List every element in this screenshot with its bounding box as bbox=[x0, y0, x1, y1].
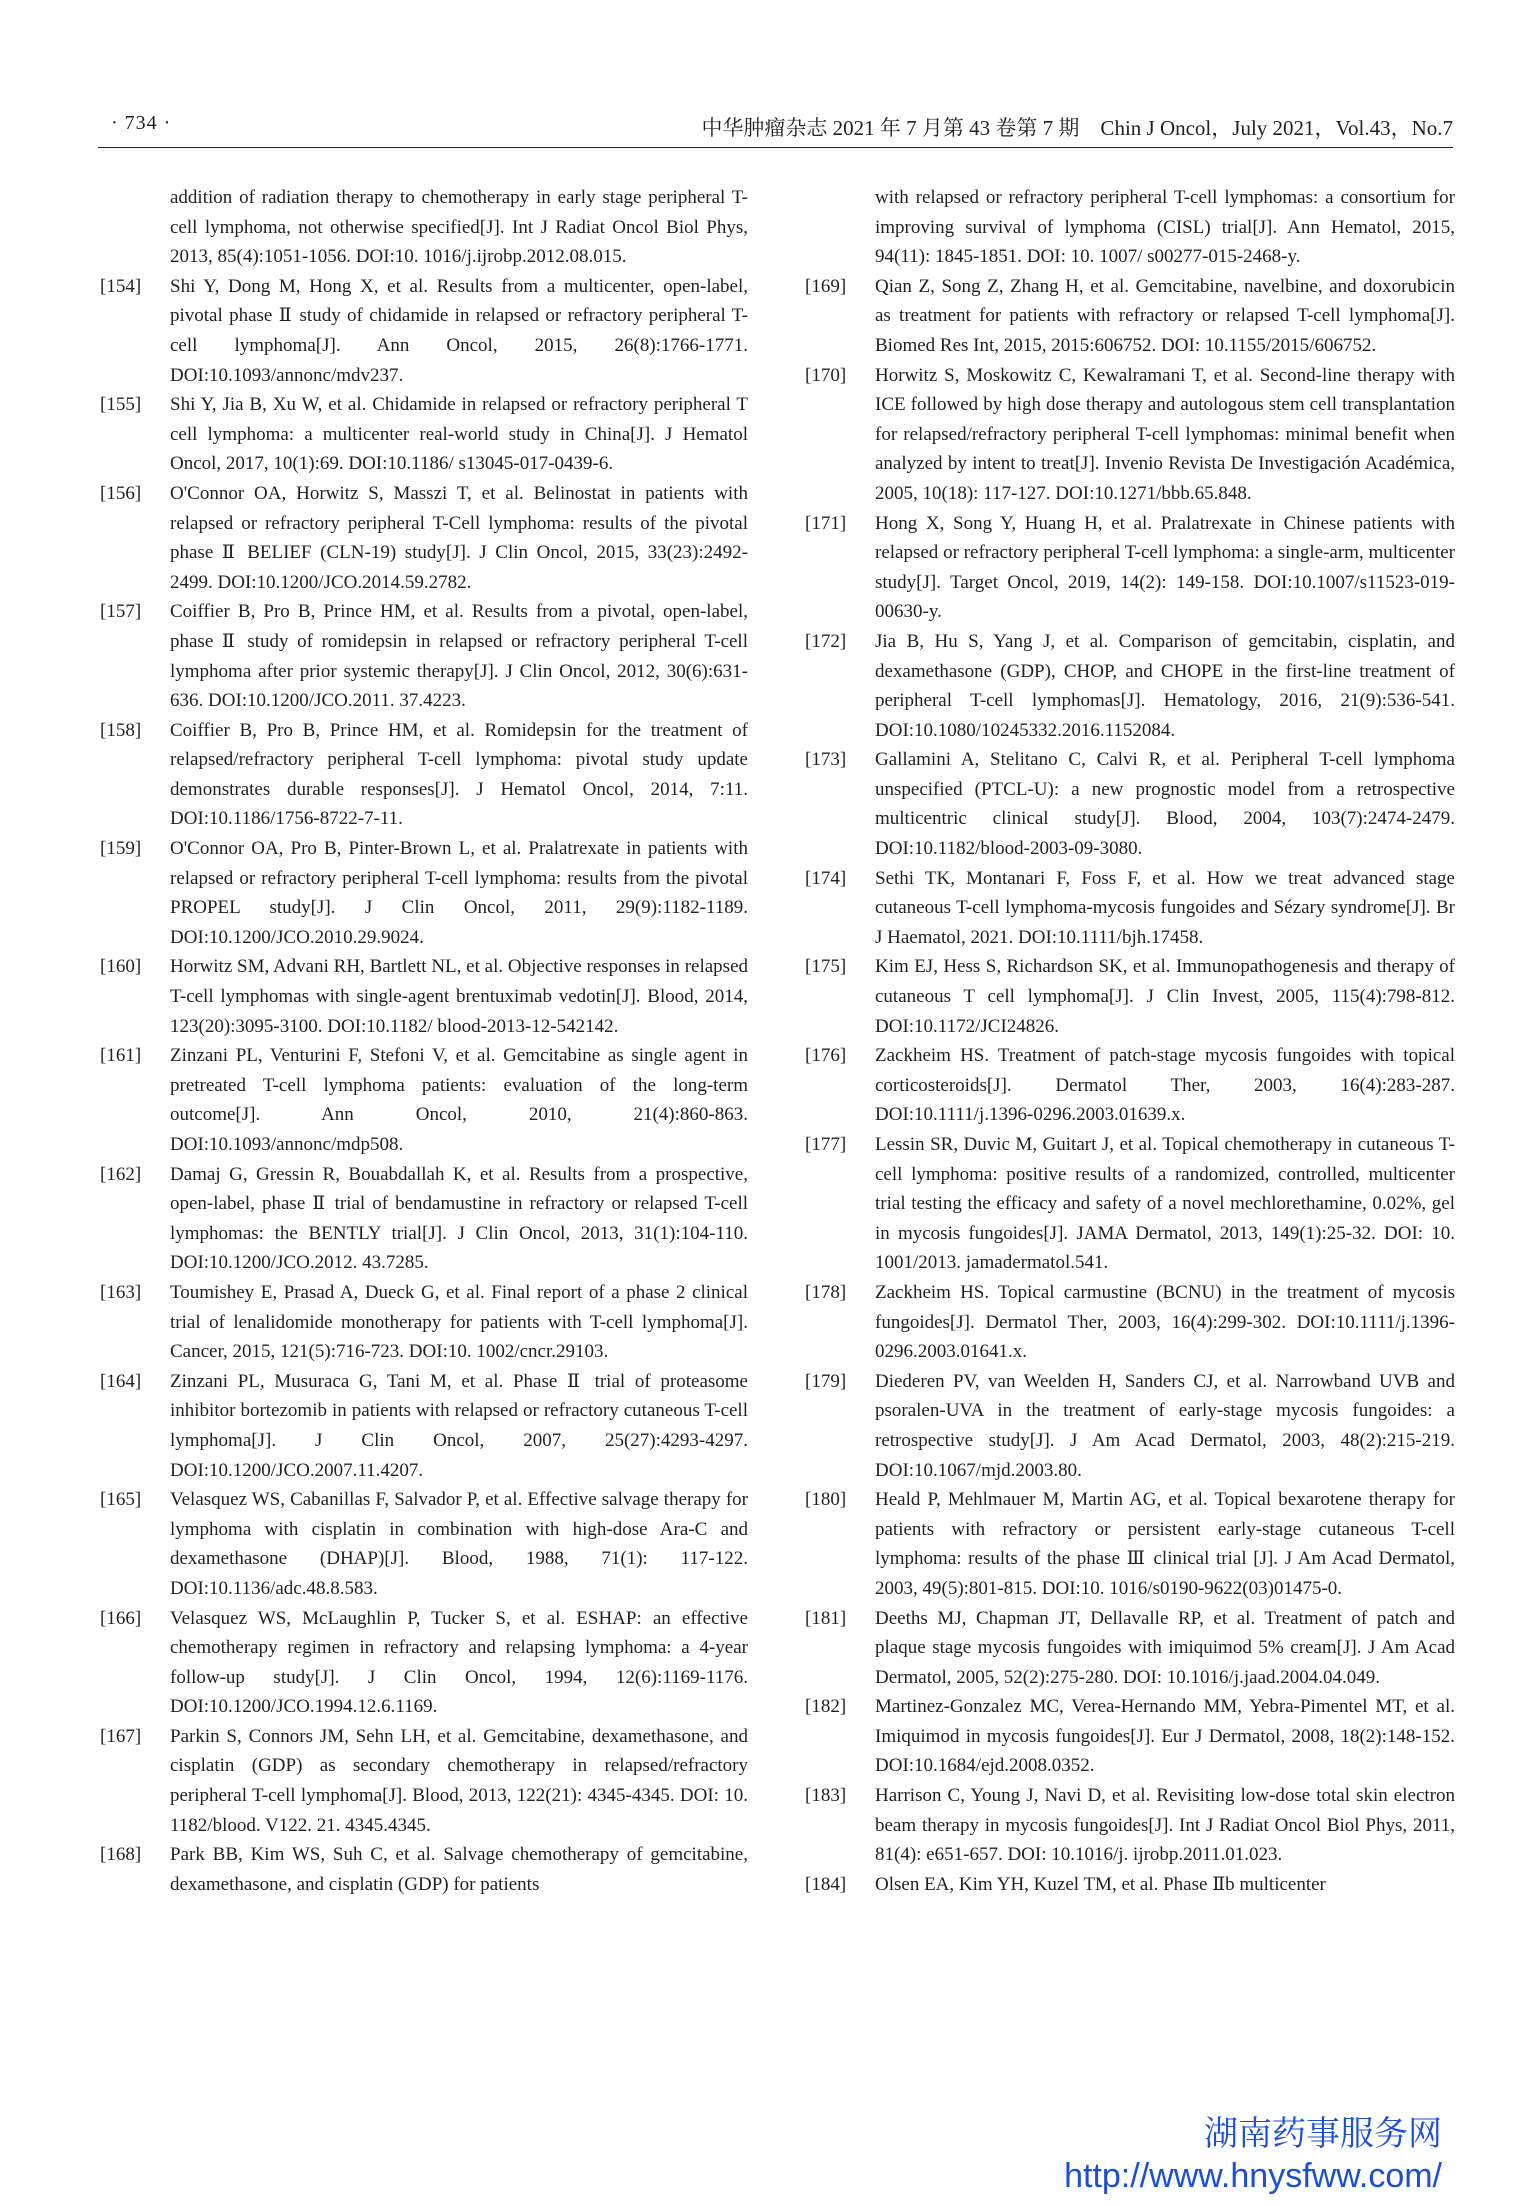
reference-number: [154] bbox=[100, 275, 142, 297]
right-column bbox=[805, 183, 1455, 1899]
reference-item bbox=[100, 1722, 748, 1840]
reference-number: [179] bbox=[805, 1370, 847, 1392]
reference-text: with relapsed or refractory peripheral T-cell lymphomas: a consortium for improving survival of lymphoma (CISL) trial[J]. Ann Hematol, 2015, 94(11): 1845-1851. DOI: 10. 1007/ s00277-015-2468-y. bbox=[875, 187, 1455, 268]
reference-text: Zackheim HS. Treatment of patch-stage mycosis fungoides with topical corticosteroids[J]. Dermatol Ther, 2003, 16(4):283-287. DOI:10.1111/j.1396-0296.2003.01639.x. bbox=[875, 1045, 1455, 1126]
reference-number: [166] bbox=[100, 1607, 142, 1629]
reference-number: [170] bbox=[805, 364, 847, 386]
reference-text: Zinzani PL, Venturini F, Stefoni V, et al. Gemcitabine as single agent in pretreated T-cell lymphoma patients: evaluation of the long-term outcome[J]. Ann Oncol, 2010, 21(4):860-863. DOI:10.1093/annonc/mdp508. bbox=[170, 1045, 748, 1155]
reference-item bbox=[100, 1278, 748, 1367]
reference-number: [182] bbox=[805, 1696, 847, 1718]
watermark-site-name: 湖南药事服务网 bbox=[1204, 2114, 1442, 2154]
reference-text: addition of radiation therapy to chemotherapy in early stage peripheral T-cell lymphoma, not otherwise specified[J]. Int J Radiat Oncol Biol Phys, 2013, 85(4):1051-1056. DOI:10. 1016/j.ijrobp.2012.08.015. bbox=[170, 187, 748, 268]
reference-text: Gallamini A, Stelitano C, Calvi R, et al. Peripheral T-cell lymphoma unspecified (PTCL-U): a new prognostic model from a retrospective multicentric clinical study[J]. Blood, 2004, 103(7):2474-2479. DOI:10.1182/blood-2003-09-3080. bbox=[875, 749, 1455, 860]
reference-item bbox=[805, 1278, 1455, 1367]
reference-number: [176] bbox=[805, 1045, 847, 1067]
reference-item bbox=[100, 1840, 748, 1899]
reference-text: Coiffier B, Pro B, Prince HM, et al. Results from a pivotal, open-label, phase Ⅱ study of romidepsin in relapsed or refractory peripheral T-cell lymphoma after prior systemic therapy[J]. J Clin Oncol, 2012, 30(6):631-636. DOI:10.1200/JCO.2011. 37.4223. bbox=[170, 601, 748, 712]
reference-number: [158] bbox=[100, 719, 142, 741]
reference-text: Diederen PV, van Weelden H, Sanders CJ, et al. Narrowband UVB and psoralen-UVA in the treatment of early-stage mycosis fungoides: a retrospective study[J]. J Am Acad Dermatol, 2003, 48(2):215-219. DOI:10.1067/mjd.2003.80. bbox=[875, 1370, 1455, 1481]
reference-text: Parkin S, Connors JM, Sehn LH, et al. Gemcitabine, dexamethasone, and cisplatin (GDP) as secondary chemotherapy in relapsed/refractory peripheral T-cell lymphoma[J]. Blood, 2013, 122(21): 4345-4345. DOI: 10. 1182/blood. V122. 21. 4345.4345. bbox=[170, 1725, 748, 1836]
reference-item bbox=[805, 361, 1455, 509]
reference-number: [159] bbox=[100, 838, 142, 860]
reference-text: Shi Y, Dong M, Hong X, et al. Results from a multicenter, open-label, pivotal phase Ⅱ study of chidamide in relapsed or refractory peripheral T-cell lymphoma[J]. Ann Oncol, 2015, 26(8):1766-1771. DOI:10.1093/annonc/mdv237. bbox=[170, 275, 748, 386]
reference-item bbox=[805, 1367, 1455, 1485]
reference-item bbox=[805, 1604, 1455, 1693]
reference-number: [164] bbox=[100, 1370, 142, 1392]
reference-number: [175] bbox=[805, 956, 847, 978]
reference-number: [169] bbox=[805, 275, 847, 297]
reference-text: Zackheim HS. Topical carmustine (BCNU) in the treatment of mycosis fungoides[J]. Dermatol Ther, 2003, 16(4):299-302. DOI:10.1111/j.1396-0296.2003.01641.x. bbox=[875, 1281, 1455, 1363]
reference-item bbox=[100, 834, 748, 952]
page-header bbox=[0, 112, 1536, 148]
reference-item bbox=[100, 1604, 748, 1722]
reference-number: [163] bbox=[100, 1281, 142, 1303]
reference-number: [174] bbox=[805, 867, 847, 889]
reference-text: Kim EJ, Hess S, Richardson SK, et al. Immunopathogenesis and therapy of cutaneous T cell lymphoma[J]. J Clin Invest, 2005, 115(4):798-812. DOI:10.1172/JCI24826. bbox=[875, 956, 1455, 1037]
reference-text: Martinez-Gonzalez MC, Verea-Hernando MM, Yebra-Pimentel MT, et al. Imiquimod in mycosis fungoides[J]. Eur J Dermatol, 2008, 18(2):148-152. DOI:10.1684/ejd.2008.0352. bbox=[875, 1696, 1455, 1777]
reference-item bbox=[100, 1485, 748, 1603]
reference-item bbox=[805, 1870, 1455, 1900]
reference-text: Heald P, Mehlmauer M, Martin AG, et al. Topical bexarotene therapy for patients with refractory or persistent early-stage cutaneous T-cell lymphoma: results of the phase Ⅲ clinical trial [J]. J Am Acad Dermatol, 2003, 49(5):801-815. DOI:10. 1016/s0190-9622(03)01475-0. bbox=[875, 1489, 1455, 1599]
reference-item bbox=[805, 1130, 1455, 1278]
reference-text: Toumishey E, Prasad A, Dueck G, et al. Final report of a phase 2 clinical trial of lenalidomide monotherapy for patients with T-cell lymphoma[J]. Cancer, 2015, 121(5):716-723. DOI:10. 1002/cncr.29103. bbox=[170, 1281, 748, 1363]
header-rule bbox=[98, 147, 1453, 148]
reference-number: [171] bbox=[805, 512, 847, 534]
reference-number: [180] bbox=[805, 1489, 847, 1511]
reference-text: Harrison C, Young J, Navi D, et al. Revisiting low-dose total skin electron beam therapy in mycosis fungoides[J]. Int J Radiat Oncol Biol Phys, 2011, 81(4): e651-657. DOI: 10.1016/j. ijrobp.2011.01.023. bbox=[875, 1785, 1455, 1866]
reference-item bbox=[100, 479, 748, 597]
reference-item bbox=[805, 745, 1455, 863]
reference-item bbox=[805, 509, 1455, 627]
reference-number: [178] bbox=[805, 1281, 847, 1303]
reference-list bbox=[805, 272, 1455, 1900]
reference-text: Jia B, Hu S, Yang J, et al. Comparison of gemcitabin, cisplatin, and dexamethasone (GDP), CHOP, and CHOPE in the first-line treatment of peripheral T-cell lymphomas[J]. Hematology, 2016, 21(9):536-541. DOI:10.1080/10245332.2016.1152084. bbox=[875, 630, 1455, 741]
reference-item bbox=[805, 272, 1455, 361]
reference-number: [167] bbox=[100, 1725, 142, 1747]
reference-item bbox=[100, 952, 748, 1041]
reference-text: Hong X, Song Y, Huang H, et al. Pralatrexate in Chinese patients with relapsed or refractory peripheral T-cell lymphoma: a single-arm, multicenter study[J]. Target Oncol, 2019, 14(2): 149-158. DOI:10.1007/s11523-019-00630-y. bbox=[875, 512, 1455, 623]
reference-text: Velasquez WS, McLaughlin P, Tucker S, et al. ESHAP: an effective chemotherapy regimen in refractory and relapsing lymphoma: a 4-year follow-up study[J]. J Clin Oncol, 1994, 12(6):1169-1176. DOI:10.1200/JCO.1994.12.6.1169. bbox=[170, 1607, 748, 1718]
reference-number: [183] bbox=[805, 1785, 847, 1807]
journal-citation: 中华肿瘤杂志 2021 年 7 月第 43 卷第 7 期 Chin J Oncol，July 2021，Vol.43，No.7 bbox=[701, 116, 1453, 140]
reference-item bbox=[100, 597, 748, 715]
left-column bbox=[100, 183, 748, 1899]
reference-number: [157] bbox=[100, 601, 142, 623]
reference-number: [177] bbox=[805, 1134, 847, 1155]
reference-text: Coiffier B, Pro B, Prince HM, et al. Romidepsin for the treatment of relapsed/refractory peripheral T-cell lymphoma: pivotal study update demonstrates durable responses[J]. J Hematol Oncol, 2014, 7:11. DOI:10.1186/1756-8722-7-11. bbox=[170, 719, 748, 830]
reference-number: [156] bbox=[100, 482, 142, 504]
watermark bbox=[1064, 2113, 1442, 2197]
reference-number: [184] bbox=[805, 1873, 847, 1895]
reference-number: [160] bbox=[100, 956, 142, 978]
reference-item bbox=[100, 1041, 748, 1159]
reference-text: Deeths MJ, Chapman JT, Dellavalle RP, et al. Treatment of patch and plaque stage mycosis fungoides with imiquimod 5% cream[J]. J Am Acad Dermatol, 2005, 52(2):275-280. DOI: 10.1016/j.jaad.2004.04.049. bbox=[875, 1607, 1455, 1688]
reference-item bbox=[100, 716, 748, 834]
reference-item bbox=[805, 1692, 1455, 1781]
reference-item bbox=[805, 627, 1455, 745]
reference-text: Olsen EA, Kim YH, Kuzel TM, et al. Phase Ⅱb multicenter bbox=[875, 1873, 1326, 1895]
reference-text: O'Connor OA, Pro B, Pinter-Brown L, et al. Pralatrexate in patients with relapsed or refractory peripheral T-cell lymphoma: results from the pivotal PROPEL study[J]. J Clin Oncol, 2011, 29(9):1182-1189. DOI:10.1200/JCO.2010.29.9024. bbox=[170, 838, 748, 948]
reference-item bbox=[805, 864, 1455, 953]
reference-continuation bbox=[100, 183, 748, 272]
page-number: · 734 · bbox=[111, 112, 172, 134]
reference-text: Horwitz S, Moskowitz C, Kewalramani T, et al. Second-line therapy with ICE followed by high dose therapy and autologous stem cell transplantation for relapsed/refractory peripheral T-cell lymphomas: minimal benefit when analyzed by intent to treat[J]. Invenio Revista De Investigación Académica, 2005, 10(18): 117-127. DOI:10.1271/bbb.65.848. bbox=[875, 364, 1455, 504]
reference-item bbox=[805, 1485, 1455, 1603]
reference-text: Park BB, Kim WS, Suh C, et al. Salvage chemotherapy of gemcitabine, dexamethasone, and cisplatin (GDP) for patients bbox=[170, 1844, 748, 1895]
reference-number: [165] bbox=[100, 1489, 142, 1511]
reference-number: [162] bbox=[100, 1163, 142, 1185]
reference-item bbox=[805, 952, 1455, 1041]
reference-number: [173] bbox=[805, 749, 847, 771]
reference-text: Qian Z, Song Z, Zhang H, et al. Gemcitabine, navelbine, and doxorubicin as treatment for patients with refractory or relapsed T-cell lymphoma[J]. Biomed Res Int, 2015, 2015:606752. DOI: 10.1155/2015/606752. bbox=[875, 275, 1455, 356]
reference-list bbox=[100, 272, 748, 1900]
reference-text: Sethi TK, Montanari F, Foss F, et al. How we treat advanced stage cutaneous T-cell lymphoma-mycosis fungoides and Sézary syndrome[J]. Br J Haematol, 2021. DOI:10.1111/bjh.17458. bbox=[875, 867, 1455, 948]
reference-text: Horwitz SM, Advani RH, Bartlett NL, et al. Objective responses in relapsed T-cell lymphomas with single-agent brentuximab vedotin[J]. Blood, 2014, 123(20):3095-3100. DOI:10.1182/ blood-2013-12-542142. bbox=[170, 956, 748, 1037]
reference-item bbox=[100, 1367, 748, 1485]
reference-item bbox=[100, 390, 748, 479]
reference-item bbox=[100, 1160, 748, 1278]
reference-number: [172] bbox=[805, 630, 847, 652]
watermark-url: http://www.hnysfww.com/ bbox=[1064, 2157, 1442, 2195]
reference-number: [168] bbox=[100, 1844, 142, 1866]
reference-item bbox=[805, 1781, 1455, 1870]
reference-text: O'Connor OA, Horwitz S, Masszi T, et al. Belinostat in patients with relapsed or refractory peripheral T-Cell lymphoma: results of the pivotal phase Ⅱ BELIEF (CLN-19) study[J]. J Clin Oncol, 2015, 33(23):2492-2499. DOI:10.1200/JCO.2014.59.2782. bbox=[170, 482, 748, 593]
reference-number: [181] bbox=[805, 1607, 847, 1629]
reference-text: Lessin SR, Duvic M, Guitart J, et al. Topical chemotherapy in cutaneous T-cell lymphoma: positive results of a randomized, controlled, multicenter trial testing the efficacy and safety of a novel mechlorethamine, 0.02%, gel in mycosis fungoides[J]. JAMA Dermatol, 2013, 149(1):25-32. DOI: 10. 1001/2013. jamadermatol.541. bbox=[875, 1134, 1455, 1274]
reference-text: Damaj G, Gressin R, Bouabdallah K, et al. Results from a prospective, open-label, phase Ⅱ trial of bendamustine in refractory or relapsed T-cell lymphomas: the BENTLY trial[J]. J Clin Oncol, 2013, 31(1):104-110. DOI:10.1200/JCO.2012. 43.7285. bbox=[170, 1163, 748, 1274]
reference-item bbox=[805, 1041, 1455, 1130]
reference-text: Zinzani PL, Musuraca G, Tani M, et al. Phase Ⅱ trial of proteasome inhibitor bortezomib in patients with relapsed or refractory cutaneous T-cell lymphoma[J]. J Clin Oncol, 2007, 25(27):4293-4297. DOI:10.1200/JCO.2007.11.4207. bbox=[170, 1370, 748, 1481]
reference-continuation bbox=[805, 183, 1455, 272]
reference-number: [155] bbox=[100, 394, 142, 416]
reference-item bbox=[100, 272, 748, 390]
reference-number: [161] bbox=[100, 1045, 142, 1067]
reference-text: Velasquez WS, Cabanillas F, Salvador P, et al. Effective salvage therapy for lymphoma with cisplatin in combination with high-dose Ara-C and dexamethasone (DHAP)[J]. Blood, 1988, 71(1): 117-122. DOI:10.1136/adc.48.8.583. bbox=[170, 1489, 748, 1599]
reference-text: Shi Y, Jia B, Xu W, et al. Chidamide in relapsed or refractory peripheral T cell lymphoma: a multicenter real-world study in China[J]. J Hematol Oncol, 2017, 10(1):69. DOI:10.1186/ s13045-017-0439-6. bbox=[170, 394, 748, 475]
